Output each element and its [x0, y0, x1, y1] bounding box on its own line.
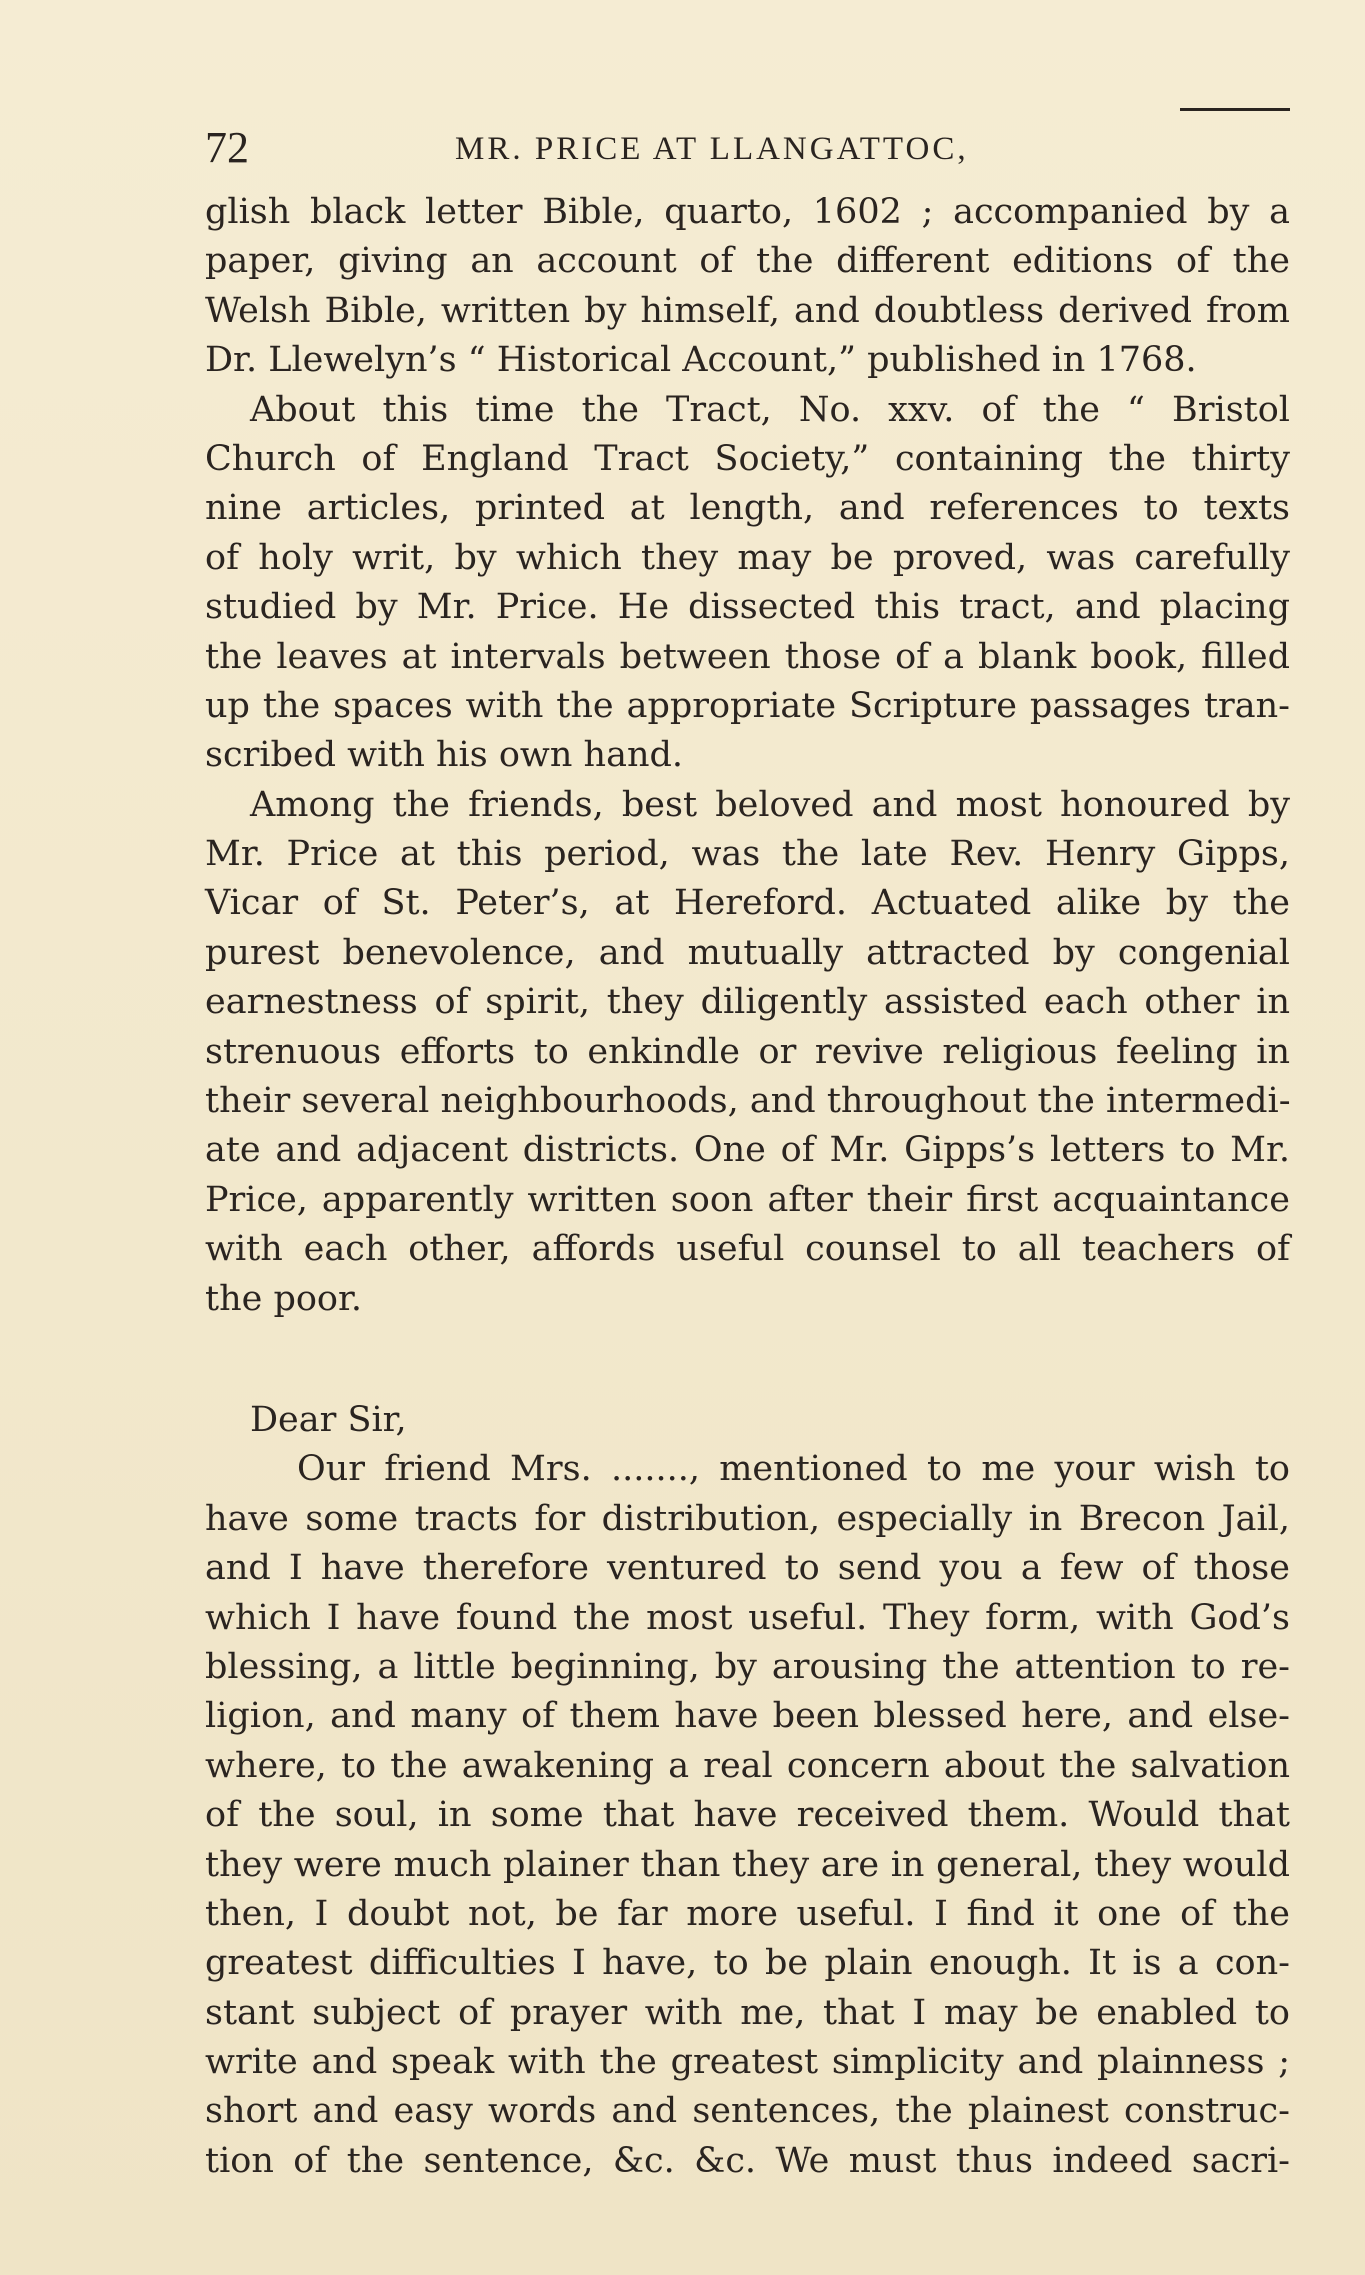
letter-line: blessing, a little beginning, by arousing the attention to re- — [205, 1646, 1290, 1687]
text-line: Among the friends, best beloved and most honoured by — [250, 784, 1290, 825]
text-line: their several neighbourhoods, and throughout the intermedi- — [205, 1081, 1291, 1122]
letter-line: write and speak with the greatest simplicity and plainness ; — [205, 2042, 1290, 2083]
paragraph-bible-note — [205, 188, 1290, 386]
text-line: Welsh Bible, written by himself, and doubtless derived from — [205, 290, 1290, 331]
letter-salutation: Dear Sir, — [250, 1399, 407, 1440]
text-line: studied by Mr. Price. He dissected this tract, and placing — [205, 587, 1290, 628]
text-line: ate and adjacent districts. One of Mr. Gipps’s letters to Mr. — [205, 1130, 1290, 1171]
text-line: nine articles, printed at length, and references to texts — [205, 488, 1290, 529]
text-line: scribed with his own hand. — [205, 735, 684, 776]
text-line: the poor. — [205, 1278, 363, 1319]
letter-line: where, to the awakening a real concern about the salvation — [205, 1745, 1290, 1786]
text-line: earnestness of spirit, they diligently assisted each other in — [205, 982, 1290, 1023]
letter-line: and I have therefore ventured to send you a few of those — [205, 1548, 1290, 1589]
page-header — [205, 118, 1290, 178]
letter-line: which I have found the most useful. They form, with God’s — [205, 1597, 1290, 1638]
text-line: Church of England Tract Society,” containing the thirty — [205, 438, 1290, 479]
letter-line: ligion, and many of them have been blessed here, and else- — [205, 1696, 1290, 1737]
text-line: the leaves at intervals between those of a blank book, filled — [205, 636, 1290, 677]
paragraph-gipps — [205, 781, 1290, 1324]
text-line: paper, giving an account of the different editions of the — [205, 241, 1290, 282]
letter — [205, 1396, 1290, 2186]
text-line: strenuous efforts to enkindle or revive religious feeling in — [205, 1031, 1290, 1072]
text-line: glish black letter Bible, quarto, 1602 ; accompanied by a — [205, 192, 1290, 232]
page-number: 72 — [205, 123, 249, 172]
text-line: About this time the Tract, No. xxv. of the “ Bristol — [250, 389, 1290, 430]
text-line: up the spaces with the appropriate Scripture passages tran- — [205, 685, 1290, 726]
text-line: Price, apparently written soon after their first acquaintance — [205, 1179, 1290, 1220]
letter-line: greatest difficulties I have, to be plain enough. It is a con- — [205, 1943, 1290, 1984]
letter-line: short and easy words and sentences, the plainest construc- — [205, 2091, 1290, 2132]
letter-line: Our friend Mrs. ......., mentioned to me your wish to — [297, 1449, 1290, 1490]
letter-line: of the soul, in some that have received them. Would that — [205, 1795, 1290, 1836]
paragraph-tract — [205, 386, 1290, 781]
running-head: MR. PRICE AT LLANGATTOC, — [455, 131, 969, 167]
body-text — [205, 188, 1290, 2186]
section-gap — [205, 1324, 1290, 1396]
letter-line: they were much plainer than they are in general, they would — [205, 1844, 1290, 1885]
letter-line: stant subject of prayer with me, that I may be enabled to — [205, 1992, 1290, 2033]
text-line: Mr. Price at this period, was the late Rev. Henry Gipps, — [205, 834, 1290, 875]
text-line: of holy writ, by which they may be proved, was carefully — [205, 537, 1290, 578]
text-line: Vicar of St. Peter’s, at Hereford. Actuated alike by the — [205, 883, 1290, 924]
header-rule-mark — [1180, 108, 1290, 117]
letter-line: have some tracts for distribution, especially in Brecon Jail, — [205, 1498, 1290, 1539]
text-line: purest benevolence, and mutually attracted by congenial — [205, 932, 1290, 973]
letter-line: then, I doubt not, be far more useful. I find it one of the — [205, 1893, 1290, 1934]
letter-line: tion of the sentence, &c. &c. We must thus indeed sacri- — [205, 2140, 1290, 2181]
text-line: Dr. Llewelyn’s “ Historical Account,” published in 1768. — [205, 340, 1197, 381]
text-line: with each other, affords useful counsel to all teachers of — [205, 1229, 1290, 1270]
